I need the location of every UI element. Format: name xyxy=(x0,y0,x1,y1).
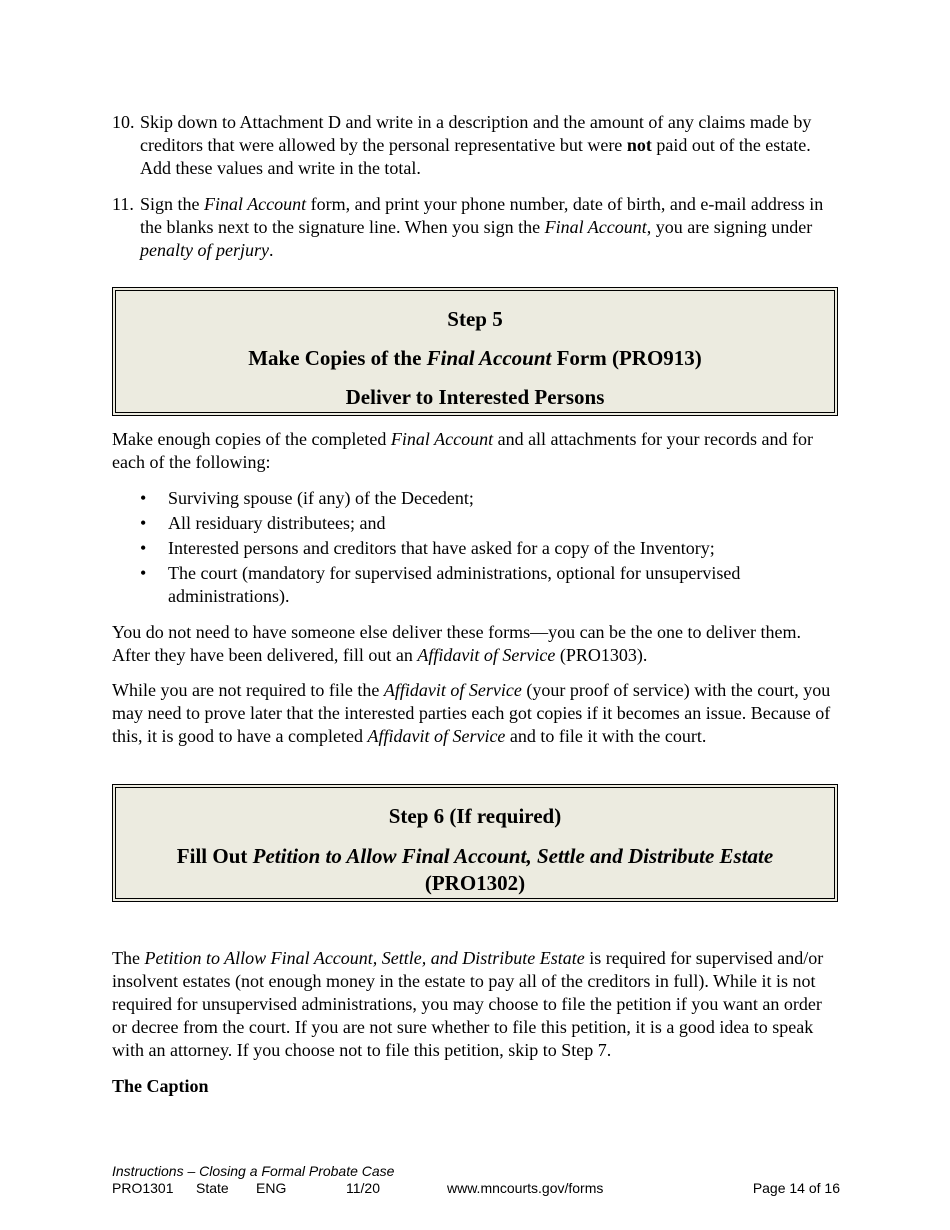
list-item-11 xyxy=(112,193,838,262)
footer-doc-title: Instructions – Closing a Formal Probate Case xyxy=(112,1163,395,1179)
step5-box xyxy=(112,287,838,416)
petition-paragraph: The Petition to Allow Final Account, Settle, and Distribute Estate is required for supervised and/or insolvent estates (not enough money in the estate to pay all of the creditors in full). While it is not required for unsupervised administrations, you may choose to file the petition if you want an order or decree from the court. If you are not sure whether to file this petition, it is a good idea to speak with an attorney. If you choose not to file this petition, skip to Step 7. xyxy=(112,948,824,1060)
item-text: Sign the Final Account form, and print your phone number, date of birth, and e-mail address in the blanks next to the signature line. When you sign the Final Account, you are signing under penalty of perjury. xyxy=(140,194,824,260)
item-text: Skip down to Attachment D and write in a description and the amount of any claims made by creditors that were allowed by the personal representative but were not paid out of the estate. Add these values and write in the total. xyxy=(140,112,812,178)
step5-subheading: Deliver to Interested Persons xyxy=(345,385,605,409)
footer-language: ENG xyxy=(256,1180,287,1196)
recipient-list xyxy=(140,487,830,610)
step6-box xyxy=(112,784,838,902)
list-item: • The court (mandatory for supervised administrations, optional for unsupervised administrations). xyxy=(140,562,830,608)
list-item: • Surviving spouse (if any) of the Decedent; xyxy=(140,487,830,510)
footer-date: 11/20 xyxy=(346,1180,380,1196)
footer-page-number: Page 14 of 16 xyxy=(752,1180,840,1196)
item-number: 10. xyxy=(112,112,135,132)
list-item: • All residuary distributees; and xyxy=(140,512,830,535)
list-item-10 xyxy=(112,111,838,180)
section-heading: The Caption xyxy=(112,1076,209,1096)
step5-title: Step 5 xyxy=(447,307,503,331)
proof-paragraph: While you are not required to file the Affidavit of Service (your proof of service) with the court, you may need to prove later that the interested parties each got copies if it becomes an issue. Because of this, it is good to have a completed Affidavit of Service and to file it with the court. xyxy=(112,680,831,746)
footer-website: www.mncourts.gov/forms xyxy=(447,1180,604,1196)
list-item: • Interested persons and creditors that have asked for a copy of the Inventory; xyxy=(140,537,830,560)
step6-heading: Fill Out Petition to Allow Final Account, Settle and Distribute Estate xyxy=(176,844,774,868)
footer xyxy=(112,1163,840,1197)
deliver-paragraph: You do not need to have someone else deliver these forms—you can be the one to deliver them. After they have been delivered, fill out an Affidavit of Service (PRO1303). xyxy=(112,622,801,665)
footer-form-number: PRO1301 xyxy=(112,1180,174,1196)
item-number: 11. xyxy=(112,194,134,214)
footer-jurisdiction: State xyxy=(196,1180,229,1196)
step6-title: Step 6 (If required) xyxy=(388,804,562,828)
step5-intro: Make enough copies of the completed Final Account and all attachments for your records and for each of the following: xyxy=(112,429,813,472)
step6-form-number: (PRO1302) xyxy=(424,871,526,895)
step5-heading: Make Copies of the Final Account Form (PRO913) xyxy=(248,346,702,370)
